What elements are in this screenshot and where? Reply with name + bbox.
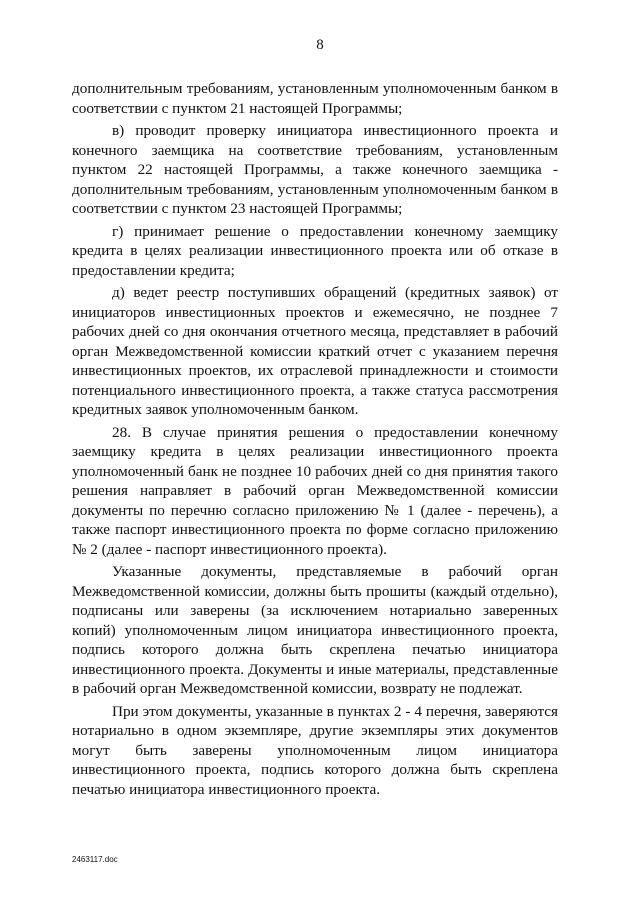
document-body — [72, 79, 558, 802]
page-number: 8 — [316, 37, 324, 53]
paragraph-notarization: При этом документы, указанные в пунктах 2 - 4 перечня, заверяются нотариально в одном экземпляре, другие экземпляры этих документов могут быть заверены уполномоченным лицом инициатора инвестиционного проекта, подпись которого должна быть скреплена печатью инициатора инвестиционного проекта. — [72, 702, 558, 798]
paragraph-item-v: в) проводит проверку инициатора инвестиционного проекта и конечного заемщика на соответствие требованиям, установленным пунктом 22 настоящей Программы, а также конечного заемщика - дополнительным требованиям, установленным уполномоченным банком в соответствии с пунктом 23 настоящей Программы; — [72, 122, 558, 217]
paragraph-clause-28: 28. В случае принятия решения о предоставлении конечному заемщику кредита в целях реализации инвестиционного проекта уполномоченный банк не позднее 10 рабочих дней со дня принятия такого решения направляет в рабочий орган Межведомственной комиссии документы по перечню согласно приложению № 1 (далее - перечень), а также паспорт инвестиционного проекта по форме согласно приложению № 2 (далее - паспорт инвестиционного проекта). — [72, 423, 558, 558]
footer-file-name: 2463117.doc — [72, 855, 118, 864]
paragraph-item-g: г) принимает решение о предоставлении конечному заемщику кредита в целях реализации инвестиционного проекта или об отказе в предоставлении кредита; — [72, 222, 558, 279]
paragraph-continuation: дополнительным требованиям, установленным уполномоченным банком в соответствии с пунктом 21 настоящей Программы; — [72, 80, 558, 117]
paragraph-documents-requirements: Указанные документы, представляемые в рабочий орган Межведомственной комиссии, должны быть прошиты (каждый отдельно), подписаны или заверены (за исключением нотариально заверенных копий) уполномоченным лицом инициатора инвестиционного проекта, подпись которого должна быть скреплена печатью инициатора инвестиционного проекта. Документы и иные материалы, представленные в рабочий орган Межведомственной комиссии, возврату не подлежат. — [72, 563, 558, 697]
paragraph-item-d: д) ведет реестр поступивших обращений (кредитных заявок) от инициаторов инвестиционных проектов и ежемесячно, не позднее 7 рабочих дней со дня окончания отчетного месяца, представляет в рабочий орган Межведомственной комиссии краткий отчет с указанием перечня инвестиционных проектов, их отраслевой принадлежности и стоимости потенциального инвестиционного проекта, а также статуса рассмотрения кредитных заявок уполномоченным банком. — [72, 284, 558, 418]
